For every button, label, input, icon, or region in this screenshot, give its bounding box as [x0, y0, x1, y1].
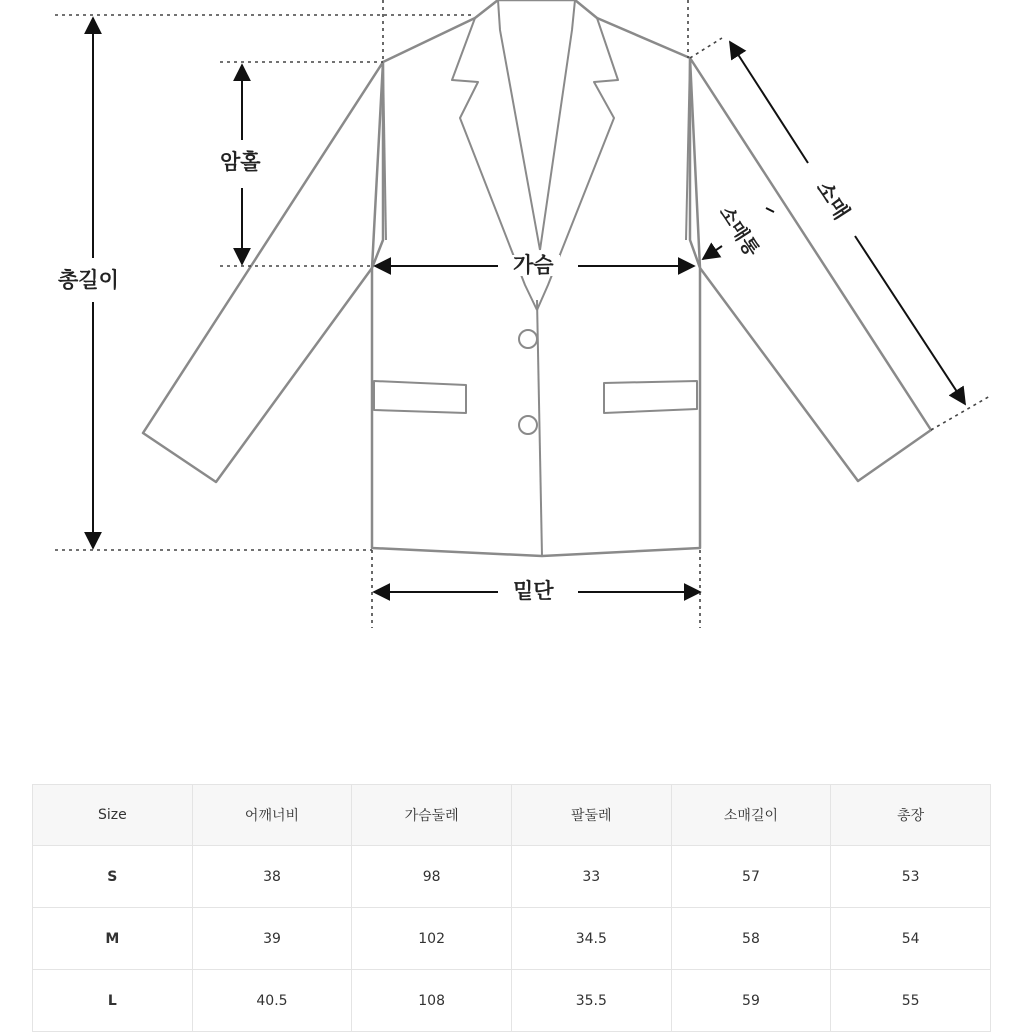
left-sleeve	[143, 62, 383, 482]
header-length: 총장	[831, 785, 991, 846]
table-cell: 55	[831, 970, 991, 1032]
table-cell: 108	[352, 970, 512, 1032]
table-cell: S	[33, 846, 193, 908]
table-cell: 35.5	[511, 970, 671, 1032]
table-row	[33, 908, 991, 970]
header-chest: 가슴둘레	[352, 785, 512, 846]
table-cell: 58	[671, 908, 831, 970]
table-cell: 33	[511, 846, 671, 908]
jacket-outline	[143, 0, 931, 556]
table-cell: 39	[192, 908, 352, 970]
size-table	[32, 784, 991, 1032]
header-arm: 팔둘레	[511, 785, 671, 846]
header-size: Size	[33, 785, 193, 846]
table-cell: 53	[831, 846, 991, 908]
chest-label: 가슴	[507, 255, 560, 276]
table-cell: 57	[671, 846, 831, 908]
table-row	[33, 846, 991, 908]
table-cell: 54	[831, 908, 991, 970]
table-row	[33, 970, 991, 1032]
armhole-label: 암홀	[214, 152, 267, 173]
table-header-row	[33, 785, 991, 846]
table-cell: 102	[352, 908, 512, 970]
table-cell: 59	[671, 970, 831, 1032]
sleeve-width-label: 소매통	[712, 198, 764, 265]
header-sleeve: 소매길이	[671, 785, 831, 846]
button-bottom	[519, 416, 537, 434]
table-cell: L	[33, 970, 193, 1032]
right-sleeve	[690, 58, 931, 481]
table-cell: 38	[192, 846, 352, 908]
jacket-body	[372, 0, 700, 556]
table-cell: 34.5	[511, 908, 671, 970]
sleeve-label: 소매	[809, 173, 855, 229]
table-cell: 40.5	[192, 970, 352, 1032]
header-shoulder: 어깨너비	[192, 785, 352, 846]
table-cell: 98	[352, 846, 512, 908]
total-length-label: 총길이	[52, 270, 125, 291]
table-cell: M	[33, 908, 193, 970]
hem-label: 밑단	[507, 581, 560, 602]
button-top	[519, 330, 537, 348]
